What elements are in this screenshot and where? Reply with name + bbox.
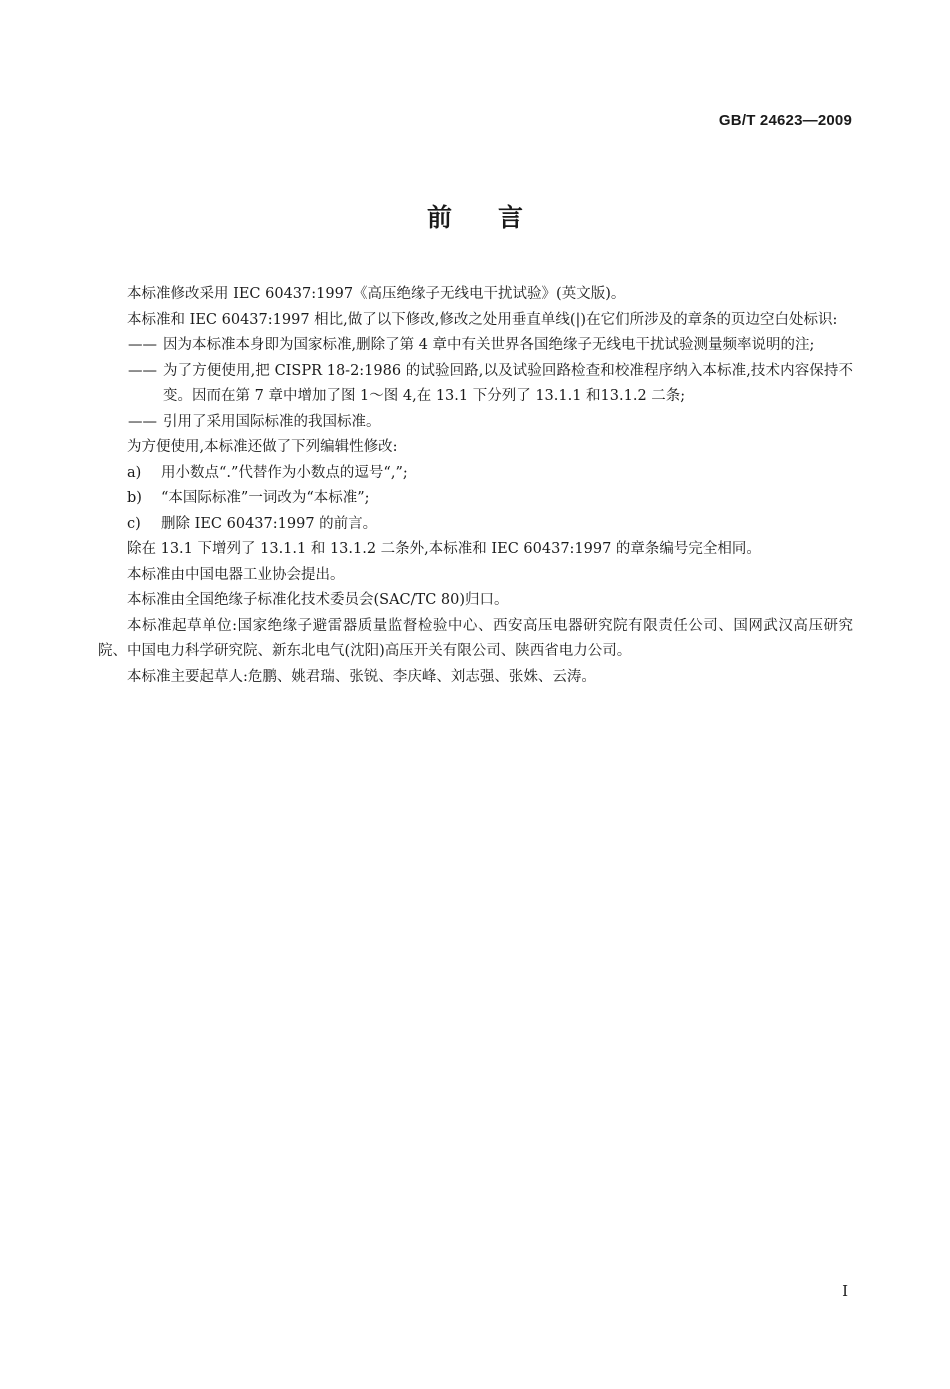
paragraph-adoption: 本标准修改采用 IEC 60437:1997《高压绝缘子无线电干扰试验》(英文版)。	[127, 286, 626, 302]
paragraph-proposer: 本标准由中国电器工业协会提出。	[127, 566, 345, 583]
dash-marker: ——	[128, 337, 157, 353]
list-item-label: b)	[127, 490, 142, 506]
paragraph-drafters: 本标准主要起草人:危鹏、姚君瑞、张锐、李庆峰、刘志强、张姝、云涛。	[127, 668, 596, 685]
dash-item	[98, 333, 853, 359]
list-item-label: a)	[127, 464, 142, 481]
page-number: I	[842, 1282, 848, 1300]
list-item-text: “本国际标准”一词改为“本标准”;	[161, 490, 370, 506]
dash-marker: ——	[128, 362, 157, 379]
foreword-body	[98, 282, 853, 690]
dash-item-text: 为了方便使用,把 CISPR 18-2:1986 的试验回路,以及试验回路检查和校准程序纳入本标准,技术内容保持不变。因而在第 7 章中增加了图 1～图 4,在 13.1 下分列了 13.1.1 和13.1.2 二条;	[163, 362, 853, 404]
paragraph-modifications-intro: 本标准和 IEC 60437:1997 相比,做了以下修改,修改之处用垂直单线(|)在它们所涉及的章条的页边空白处标识:	[127, 311, 838, 328]
list-item	[98, 486, 853, 512]
list-item-text: 删除 IEC 60437:1997 的前言。	[161, 515, 378, 532]
dash-item-text: 因为本标准本身即为国家标准,删除了第 4 章中有关世界各国绝缘子无线电干扰试验测量频率说明的注;	[163, 337, 815, 353]
list-item-text: 用小数点“.”代替作为小数点的逗号“,”;	[161, 464, 408, 481]
dash-item	[98, 410, 853, 436]
dash-marker: ——	[128, 413, 157, 430]
page-title: 前言	[426, 203, 569, 232]
list-item	[98, 461, 853, 487]
list-item	[98, 512, 853, 538]
standard-number: GB/T 24623—2009	[718, 112, 852, 129]
list-item-label: c)	[127, 515, 141, 532]
paragraph-drafting-units: 本标准起草单位:国家绝缘子避雷器质量监督检验中心、西安高压电器研究院有限责任公司、国网武汉高压研究院、中国电力科学研究院、新东北电气(沈阳)高压开关有限公司、陕西省电力公司。	[98, 617, 853, 659]
dash-item	[98, 359, 853, 410]
dash-item-text: 引用了采用国际标准的我国标准。	[163, 413, 381, 430]
paragraph-clause-numbering: 除在 13.1 下增列了 13.1.1 和 13.1.2 二条外,本标准和 IEC 60437:1997 的章条编号完全相同。	[127, 541, 761, 557]
paragraph-editorial-intro: 为方便使用,本标准还做了下列编辑性修改:	[127, 439, 398, 455]
paragraph-committee: 本标准由全国绝缘子标准化技术委员会(SAC/TC 80)归口。	[127, 592, 509, 608]
